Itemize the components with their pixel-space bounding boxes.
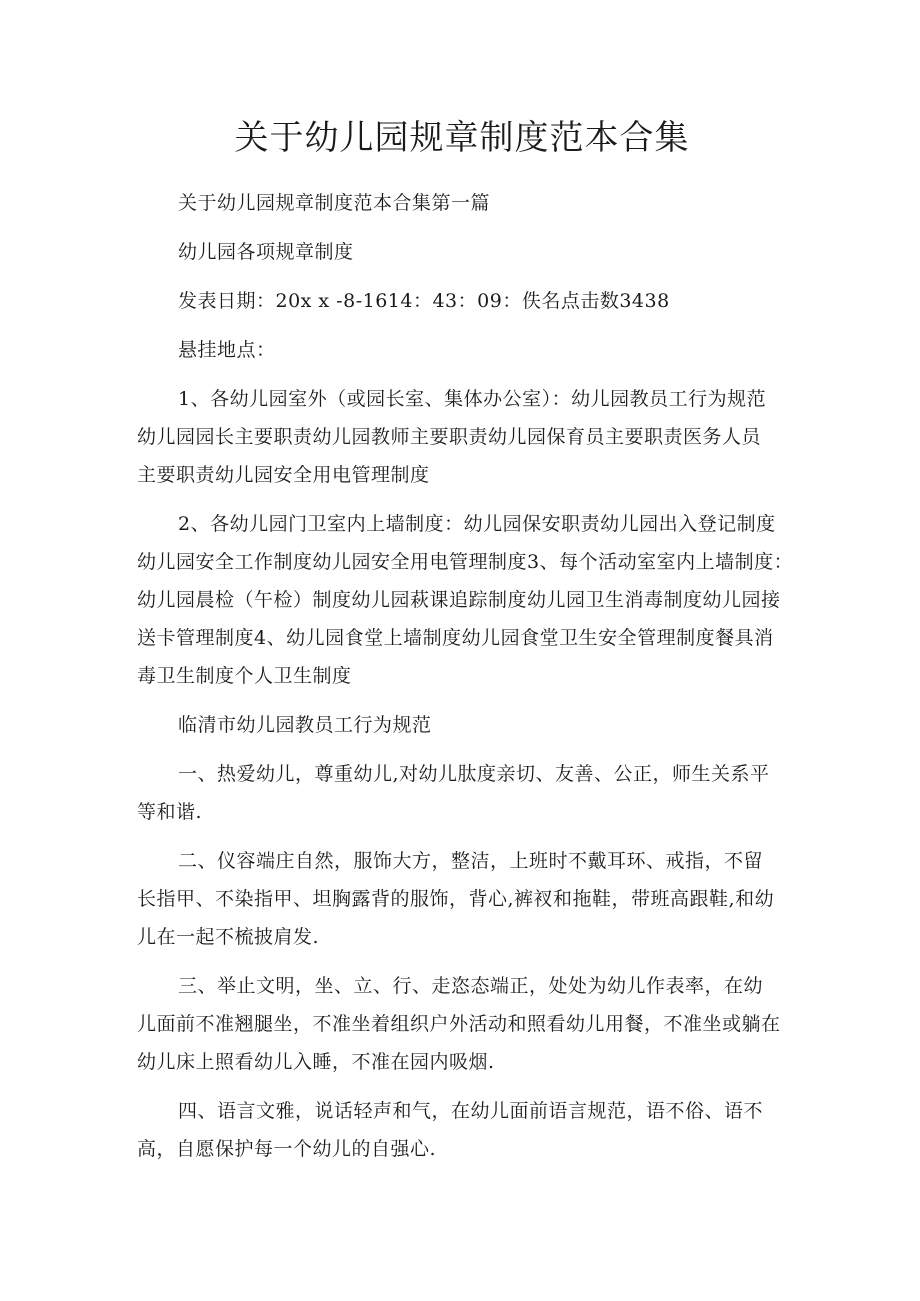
section-heading: 临清市幼儿园教员工行为规范 [178, 714, 432, 736]
paragraph-line: 2、各幼儿园门卫室内上墙制度：幼儿园保安职责幼儿园出入登记制度 [178, 513, 776, 535]
paragraph-line: 幼儿园各项规章制度 [178, 241, 354, 263]
paragraph-line: 主要职责幼儿园安全用电管理制度 [137, 464, 430, 486]
document-body [137, 184, 794, 1168]
paragraph-line: 1、各幼儿园室外（或园长室、集体办公室）：幼儿园教员工行为规范 [178, 388, 767, 410]
paragraph-line: 儿面前不准翘腿坐，不准坐着组织户外活动和照看幼儿用餐，不准坐或躺在 [137, 1013, 781, 1035]
paragraph-line: 等和谐. [137, 801, 203, 823]
paragraph-line: 毒卫生制度个人卫生制度 [137, 665, 352, 687]
paragraph-line: 幼儿园晨检（午检）制度幼儿园萩课追踪制度幼儿园卫生消毒制度幼儿园接 [137, 589, 781, 611]
paragraph-line: 高，自愿保护每一个幼儿的自强心. [137, 1138, 437, 1160]
paragraph-line: 儿在一起不梳披肩发. [137, 926, 320, 948]
paragraph-line: 悬挂地点： [178, 339, 276, 361]
paragraph-line: 幼儿园安全工作制度幼儿园安全用电管理制度3、每个活动室室内上墙制度： [137, 551, 794, 573]
paragraph-line: 二、仪容端庄自然，服饰大方，整洁，上班时不戴耳环、戒指，不留 [178, 850, 764, 872]
paragraph-line: 四、语言文雅，说话轻声和气，在幼儿面前语言规范，语不俗、语不 [178, 1100, 764, 1122]
document-title: 关于幼儿园规章制度范本合集 [234, 118, 690, 158]
publish-info: 发表日期：20x x -8-1614：43：09：佚名点击数3438 [178, 290, 670, 312]
paragraph-line: 送卡管理制度4、幼儿园食堂上墙制度幼儿园食堂卫生安全管理制度餐具消 [137, 627, 774, 649]
paragraph-line: 一、热爱幼儿，尊重幼儿,对幼儿肽度亲切、友善、公正，师生关系平 [178, 763, 770, 785]
paragraph-line: 长指甲、不染指甲、坦胸露背的服饰，背心,裤衩和拖鞋，带班高跟鞋,和幼 [137, 888, 775, 910]
paragraph-line: 三、举止文明，坐、立、行、走恣态端正，处处为幼儿作表率，在幼 [178, 975, 764, 997]
paragraph-line: 幼儿床上照看幼儿入睡，不准在园内吸烟. [137, 1051, 495, 1073]
paragraph-line: 幼儿园园长主要职责幼儿园教师主要职责幼儿园保育员主要职责医务人员 [137, 426, 762, 448]
section-heading: 关于幼儿园规章制度范本合集第一篇 [178, 192, 491, 214]
